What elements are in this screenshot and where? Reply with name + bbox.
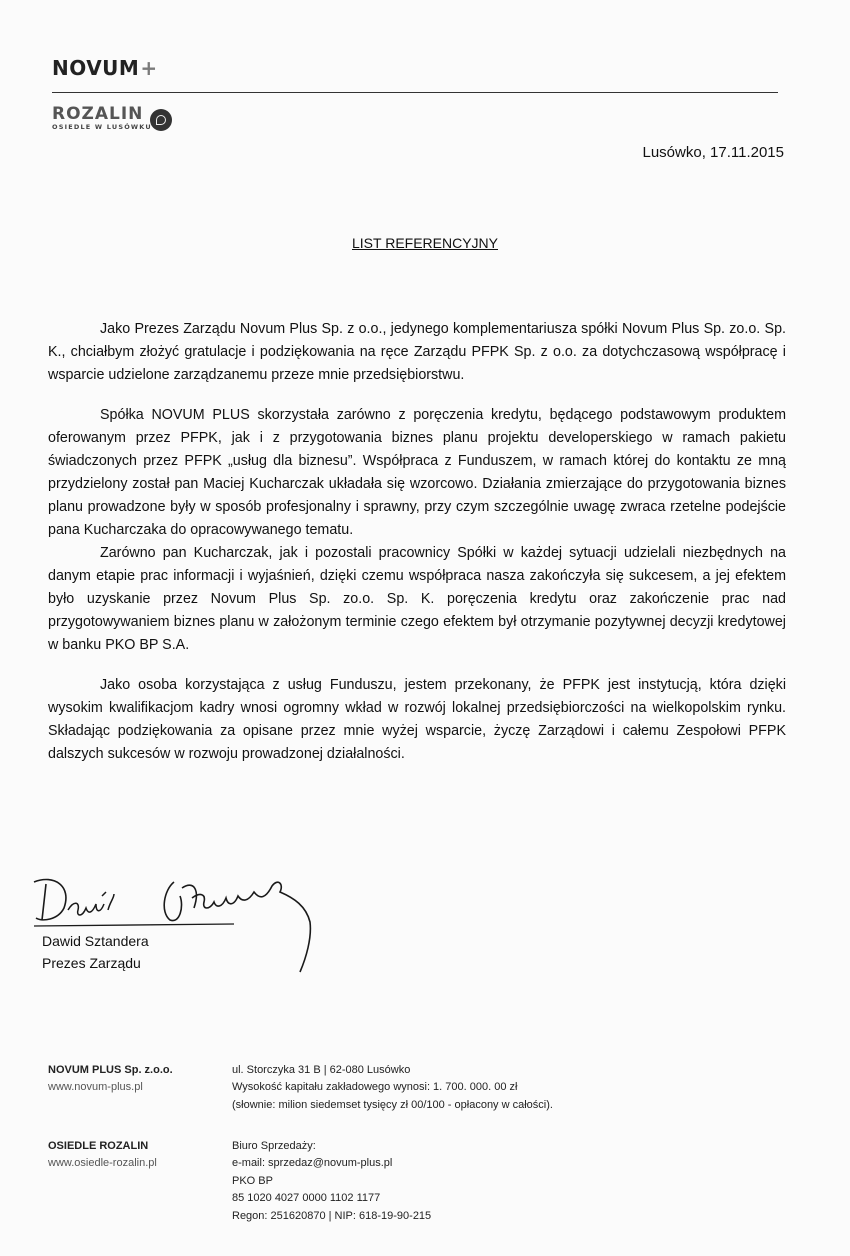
regon-nip: Regon: 251620870 | NIP: 618-19-90-215 [232, 1209, 432, 1222]
sales-email: e-mail: sprzedaz@novum-plus.pl [232, 1157, 393, 1170]
signer-name: Dawid Sztandera [42, 933, 149, 949]
signer-block [42, 930, 149, 974]
rozalin-logo [52, 105, 152, 132]
paragraph: Jako Prezes Zarządu Novum Plus Sp. z o.o., jedynego komplementariusza spółki Novum Plus Sp. zo.o. Sp. K., chciałbym złożyć gratulacje i podziękowania na ręce Zarządu PFPK Sp. z o.o. za dotychczasową współpracę i wsparcie udzielone zarządzanemu przeze mnie przedsiębiorstwu. [48, 321, 786, 383]
rozalin-logo-subtitle: OSIEDLE W LUSÓWKU [52, 123, 152, 131]
company2-name: OSIEDLE ROZALIN [48, 1140, 149, 1152]
company1-capital: Wysokość kapitału zakładowego wynosi: 1. 700. 000. 00 zł [232, 1081, 518, 1094]
bank-account: 85 1020 4027 0000 1102 1177 [232, 1192, 381, 1205]
company1-website-link[interactable]: www.novum-plus.pl [48, 1081, 143, 1093]
signer-role: Prezes Zarządu [42, 955, 141, 971]
plus-icon: + [140, 56, 158, 80]
paragraph: Zarówno pan Kucharczak, jak i pozostali pracownicy Spółki w każdej sytuacji udzielali niezbędnych na danym etapie prac informacji i wyjaśnień, dzięki czemu współpraca nasza zakończyła się sukcesem, a jej efektem było uzyskanie przez Novum Plus Sp. zo.o. Sp. K. poręczenia kredytu oraz zakończenie prac nad przygotowywaniem biznes planu w założonym terminie czego efektem był otrzymanie pozytywnej decyzji kredytowej w banku PKO BP S.A. [48, 545, 786, 653]
company1-name: NOVUM PLUS Sp. z.o.o. [48, 1064, 173, 1076]
footer-company2 [48, 1140, 157, 1169]
novum-logo: NOVUM+ [52, 56, 158, 80]
rozalin-logo-name: ROZALIN [52, 104, 144, 124]
paragraph: Jako osoba korzystająca z usług Funduszu, jestem przekonany, że PFPK jest instytucją, która dzięki wysokim kwalifikacjom kadry wnosi ogromny wkład w rozwój lokalnej przedsiębiorczości na wielkopolskim rynku. Składając podziękowania za opisane przez mnie wyżej wsparcie, życzę Zarządowi i całemu Zespołowi PFPK dalszych sukcesów w rozwoju prowadzonej działalności. [48, 677, 786, 762]
footer-company2-details [232, 1138, 431, 1225]
footer-company1-details [232, 1062, 553, 1114]
letter-date: Lusówko, 17.11.2015 [642, 144, 784, 161]
company1-capital-words: (słownie: milion siedemset tysięcy zł 00/100 - opłacony w całości). [232, 1098, 553, 1111]
paragraph: Spółka NOVUM PLUS skorzystała zarówno z poręczenia kredytu, będącego podstawowym produktem oferowanym przez PFPK, jak i z przygotowania biznes planu projektu developerskiego w ramach pakietu świadczonych przez PFPK „usług dla biznesu”. Współpraca z Funduszem, w ramach której do kontaktu ze mną przydzielony został pan Maciej Kucharczak układała się wzorcowo. Działania zmierzające do przygotowania biznes planu prowadzone były w sposób profesjonalny i sprawny, przy czym szczególnie uwagę zwraca rzetelne podejście pana Kucharczaka do opracowywanego tematu. [48, 407, 786, 538]
header-divider [52, 92, 778, 93]
rose-emblem-icon [150, 109, 172, 131]
company1-address: ul. Storczyka 31 B | 62-080 Lusówko [232, 1064, 411, 1076]
footer-company1 [48, 1064, 173, 1093]
company2-website-link[interactable]: www.osiedle-rozalin.pl [48, 1157, 157, 1169]
bank-name: PKO BP [232, 1174, 273, 1187]
letter-body [48, 318, 786, 766]
letter-title: LIST REFERENCYJNY [352, 235, 498, 251]
sales-office-label: Biuro Sprzedaży: [232, 1140, 316, 1152]
